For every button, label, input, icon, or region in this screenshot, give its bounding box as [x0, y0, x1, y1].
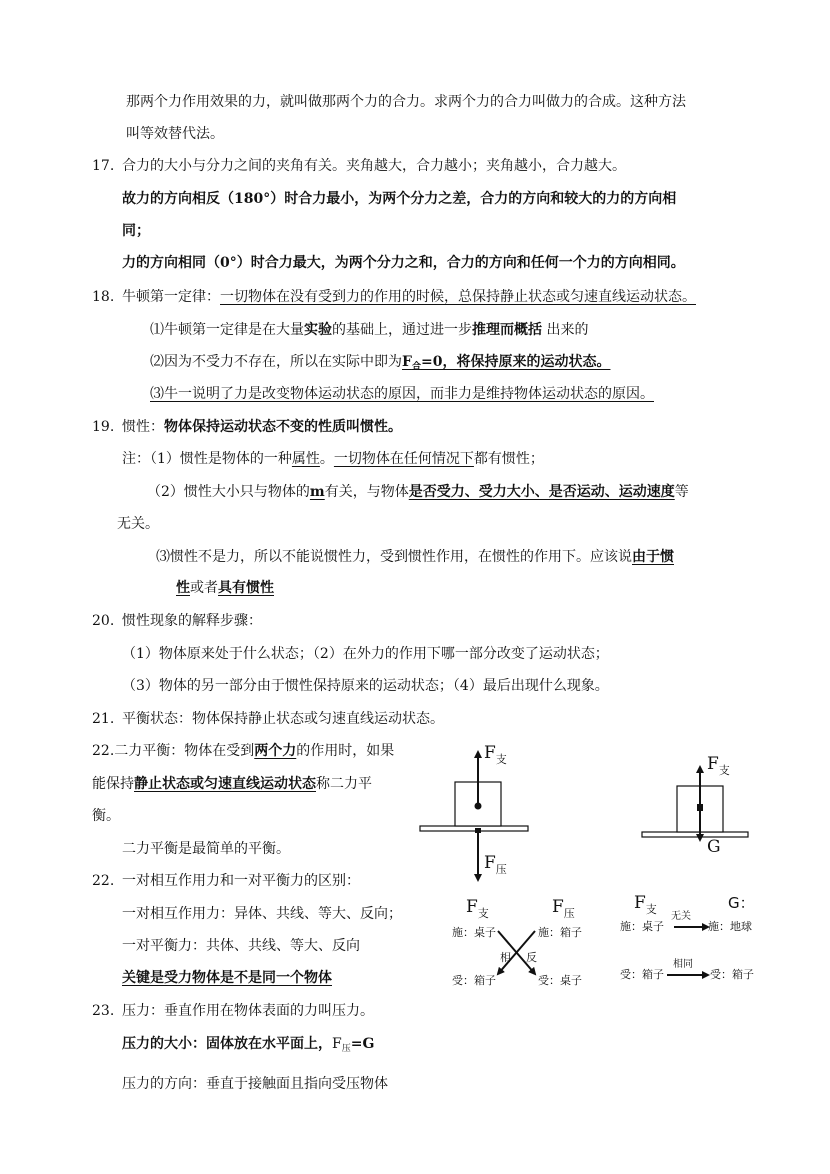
text: 。	[319, 451, 334, 467]
subscript: 压	[495, 863, 507, 876]
label-f-support-2	[707, 754, 730, 778]
balance-pair-line: 一对平衡力：共体、共线、等大、反向	[122, 938, 360, 954]
item-number: 22.	[92, 743, 115, 759]
text-bold-underlined: 是否受力、受力大小、是否运动、运动速度	[408, 484, 675, 500]
compare-f-support	[634, 893, 657, 917]
item-number: 17.	[92, 158, 115, 174]
text: （2）惯性大小只与物体的	[147, 484, 310, 500]
text-bold-underlined: 静止状态或匀速直线运动状态	[134, 776, 316, 792]
item-number: 20.	[92, 613, 115, 629]
text-bold-underlined: 由于惯	[632, 549, 674, 565]
label-same: 相同	[673, 959, 693, 970]
item-number: 23.	[92, 1003, 115, 1019]
subscript: 支	[477, 907, 489, 920]
text-underlined: 属性	[291, 451, 320, 467]
subscript: 支	[645, 903, 657, 916]
force-symbol: F	[484, 743, 496, 763]
text: 能保持	[92, 776, 134, 792]
text: 一对相互作用力和一对平衡力的区别：	[122, 873, 360, 889]
item-20-step-2: （3）物体的另一部分由于惯性保持原来的运动状态；（4）最后出现什么现象。	[122, 678, 609, 694]
force-symbol: F	[484, 853, 496, 873]
contact-point-1	[475, 803, 482, 810]
text: F	[402, 354, 412, 370]
text: 二力平衡：物体在受到	[114, 743, 255, 759]
force-symbol: F	[634, 893, 646, 913]
text-bold-underlined: 两个力	[254, 743, 297, 759]
inertia-definition: 物体保持运动状态不变的性质叫惯性。	[164, 419, 402, 435]
item-22-balance-line-3: 衡。	[92, 808, 120, 824]
newton-law-label: 牛顿第一定律：	[122, 289, 220, 305]
gravity-source: 施：地球	[708, 920, 752, 933]
text-bold-underlined: 性	[176, 580, 190, 596]
intro-line-1: 那两个力作用效果的力，就叫做那两个力的合力。求两个力的合力叫做力的合成。这种方法	[126, 94, 686, 110]
center-point	[697, 804, 703, 811]
item-number: 21.	[92, 711, 115, 727]
text: 出来的	[542, 322, 589, 338]
pressure-receiver: 受：桌子	[538, 974, 582, 987]
text: 惯性：	[122, 419, 164, 435]
text: 等	[674, 484, 689, 500]
label-gravity	[707, 837, 721, 857]
text: 压力的大小：固体放在水平面上，	[122, 1036, 332, 1052]
text: ⑶惯性不是力，所以不能说惯性力，受到惯性作用，在惯性的作用下。应该说	[156, 549, 632, 565]
text: 的作用时，如果	[296, 743, 395, 759]
newton-law-definition: 一切物体在没有受到力的作用的时候，总保持静止状态或匀速直线运动状态。	[220, 289, 696, 305]
mass-symbol: m	[309, 484, 325, 500]
force-symbol: F	[466, 897, 478, 917]
text: 有关，与物体	[324, 484, 409, 500]
pressure-direction: 压力的方向：垂直于接触面且指向受压物体	[122, 1076, 388, 1092]
force-symbol: F	[552, 897, 564, 917]
item-18-note-3: ⑶牛一说明了力是改变物体运动状态的原因，而非力是维持物体运动状态的原因。	[150, 386, 654, 402]
compare-gravity: G：	[728, 894, 755, 912]
text: ⑴牛顿第一定律是在大量	[150, 322, 304, 338]
key-point-line: 关键是受力物体是不是同一个物体	[122, 970, 332, 986]
item-number: 22.	[92, 873, 115, 889]
text: 压力：垂直作用在物体表面的力叫压力。	[122, 1003, 374, 1019]
label-unrelated: 无关	[671, 911, 691, 922]
text: 或者	[190, 580, 218, 596]
contact-point-2	[475, 828, 481, 833]
force-symbol: F	[707, 754, 719, 774]
text: 平衡状态：物体保持静止状态或匀速直线运动状态。	[122, 711, 444, 727]
text-bold: 实验	[304, 322, 332, 338]
table-surface-2	[642, 832, 748, 837]
label-fan: 反	[526, 951, 537, 964]
item-19-note-2-cont: 无关。	[117, 516, 159, 532]
item-number: 19.	[92, 419, 115, 435]
label-f-support-1	[484, 743, 507, 767]
item-17-line-1: 合力的大小与分力之间的夹角有关。夹角越大，合力越小；夹角越小，合力越大。	[122, 158, 626, 174]
item-22-balance-line-4: 二力平衡是最简单的平衡。	[122, 841, 290, 857]
text: =0，将保持原来的运动状态。	[420, 354, 611, 370]
gravity-symbol: G	[707, 837, 721, 857]
subscript: 支	[718, 764, 730, 777]
text: 称二力平	[316, 776, 372, 792]
item-17-line-4: 力的方向相同（0°）时合力最大，为两个分力之和，合力的方向和任何一个力的方向相同。	[122, 255, 685, 271]
gravity-receiver: 受：箱子	[710, 968, 754, 981]
text: 注：（1）惯性是物体的一种	[122, 451, 292, 467]
text: 都有惯性；	[473, 451, 544, 467]
table-surface-1	[420, 826, 528, 831]
item-number: 18.	[92, 289, 115, 305]
text-bold: 推理而概括	[472, 322, 542, 338]
subscript: 压	[563, 907, 575, 920]
pressure-source: 施：箱子	[538, 926, 582, 939]
item-20-step-1: （1）物体原来处于什么状态；（2）在外力的作用下哪一部分改变了运动状态；	[122, 646, 609, 662]
text: 惯性现象的解释步骤：	[122, 613, 262, 629]
interaction-pair-line: 一对相互作用力：异体、共线、等大、反向；	[122, 906, 402, 922]
text: =G	[350, 1036, 375, 1052]
text-underlined: 一切物体在任何情况下	[333, 451, 474, 467]
compare-support-receiver: 受：箱子	[620, 968, 664, 981]
item-17-line-3: 同；	[122, 223, 150, 239]
label-xiang: 相	[500, 951, 511, 964]
item-17-line-2: 故力的方向相反（180°）时合力最小，为两个分力之差，合力的方向和较大的力的方向相	[122, 191, 677, 207]
text-bold-underlined: 具有惯性	[218, 580, 274, 596]
label-f-pressure	[484, 853, 507, 877]
support-source: 施：桌子	[452, 926, 496, 939]
text: ⑵因为不受力不存在，所以在实际中即为	[150, 354, 402, 370]
compare-support-source: 施：桌子	[620, 920, 664, 933]
table-f-support	[466, 897, 489, 921]
support-receiver: 受：箱子	[452, 974, 496, 987]
text: 的基础上，通过进一步	[332, 322, 472, 338]
intro-line-2: 叫等效替代法。	[126, 126, 224, 142]
subscript: 支	[495, 753, 507, 766]
table-f-pressure	[552, 897, 575, 921]
subscript: 压	[341, 1044, 351, 1054]
subscript: 合	[411, 362, 421, 372]
text: F	[332, 1036, 342, 1052]
